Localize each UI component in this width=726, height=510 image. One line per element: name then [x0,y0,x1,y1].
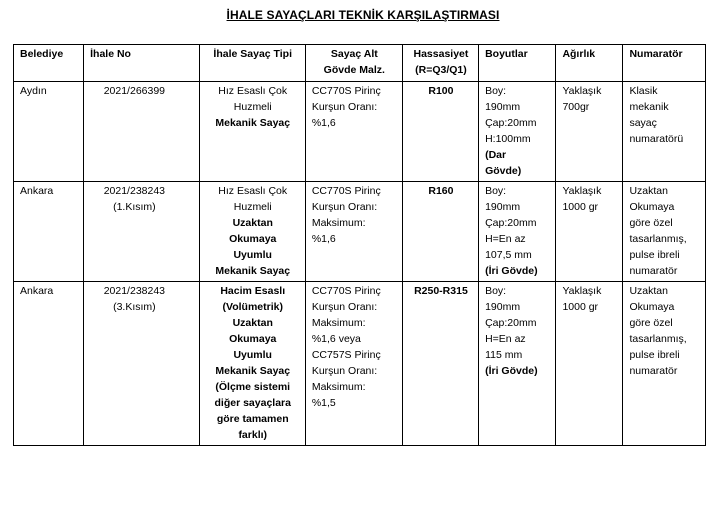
alt-govde-line: %1,6 [311,117,336,129]
boyutlar-line: Çap:20mm [485,217,537,229]
header-alt-govde-line: Sayaç Alt [330,48,378,60]
sayac-tipi-line: Huzmeli [233,101,272,113]
alt-govde-line: Maksimum: [311,381,366,393]
numarator-line: Uzaktan [629,285,668,297]
ihale-no-line: 2021/238243 [103,185,166,197]
alt-govde-line: CC770S Pirinç [311,85,381,97]
cell-ihale-no [84,82,200,182]
boyutlar-line: 190mm [485,301,521,313]
cell-hassasiyet: R250-R315 [402,282,478,446]
sayac-tipi-line: Hız Esaslı Çok [218,185,288,197]
alt-govde-line: %1,5 [311,397,336,409]
table-row [14,182,706,282]
header-belediye: Belediye [14,45,84,82]
sayac-tipi-line: (Ölçme sistemi [215,381,291,393]
numarator-line: numaratör [629,265,678,277]
cell-sayac-tipi [199,282,305,446]
boyutlar-line: 115 mm [485,349,523,361]
boyutlar-line: Çap:20mm [485,317,537,329]
cell-ihale-no [84,282,200,446]
ihale-no-line: (1.Kısım) [113,201,156,213]
cell-agirlik [556,82,623,182]
numarator-line: göre özel [629,217,673,229]
sayac-tipi-line: Uzaktan [232,217,273,229]
numarator-line: Uzaktan [629,185,668,197]
sayac-tipi-line: göre tamamen [216,413,289,425]
agirlik-line: 700gr [562,101,590,113]
cell-hassasiyet: R100 [402,82,478,182]
boyutlar-line: Boy: [485,185,507,197]
sayac-tipi-line: farklı) [238,429,268,441]
alt-govde-line: CC757S Pirinç [311,349,381,361]
sayac-tipi-line: Okumaya [229,233,277,245]
boyutlar-line: Boy: [485,85,507,97]
numarator-line: sayaç [629,117,657,129]
comparison-table [13,44,706,446]
sayac-tipi-line: Uzaktan [232,317,273,329]
boyutlar-line: H=En az [485,333,526,345]
agirlik-line: Yaklaşık [562,285,602,297]
cell-hassasiyet: R160 [402,182,478,282]
agirlik-line: Yaklaşık [562,185,602,197]
alt-govde-line: CC770S Pirinç [311,185,381,197]
cell-ihale-no [84,182,200,282]
alt-govde-line: Maksimum: [311,217,366,229]
cell-sayac-tipi [199,182,305,282]
cell-agirlik [556,182,623,282]
cell-numarator [623,282,706,446]
header-sayac-tipi: İhale Sayaç Tipi [199,45,305,82]
agirlik-line: 1000 gr [562,301,599,313]
alt-govde-line: Kurşun Oranı: [311,301,378,313]
boyutlar-line: 190mm [485,201,521,213]
alt-govde-line: Kurşun Oranı: [311,365,378,377]
header-boyutlar: Boyutlar [479,45,556,82]
header-hassasiyet-line: Hassasiyet [413,48,469,60]
cell-boyutlar [479,182,556,282]
numarator-line: Okumaya [629,301,675,313]
sayac-tipi-line: Okumaya [229,333,277,345]
cell-alt-govde [305,282,402,446]
boyutlar-line: H=En az [485,233,526,245]
header-alt-govde [305,45,402,82]
sayac-tipi-line: Uyumlu [233,249,272,261]
numarator-line: Okumaya [629,201,675,213]
document-title: İHALE SAYAÇLARI TEKNİK KARŞILAŞTIRMASI [226,8,500,22]
cell-numarator [623,82,706,182]
cell-belediye: Ankara [14,182,84,282]
sayac-tipi-line: Mekanik Sayaç [215,265,291,277]
table-row [14,282,706,446]
header-ihale-no: İhale No [84,45,200,82]
header-hassasiyet-line: (R=Q3/Q1) [415,64,467,76]
boyutlar-line: (İri Gövde) [485,265,538,277]
header-hassasiyet [402,45,478,82]
cell-belediye: Ankara [14,282,84,446]
alt-govde-line: Kurşun Oranı: [311,201,378,213]
sayac-tipi-line: Uyumlu [233,349,272,361]
cell-numarator [623,182,706,282]
ihale-no-line: 2021/238243 [103,285,166,297]
ihale-no-line: (3.Kısım) [113,301,156,313]
boyutlar-line: (Dar [485,149,507,161]
sayac-tipi-line: Mekanik Sayaç [215,365,291,377]
sayac-tipi-line: (Volümetrik) [222,301,283,313]
numarator-line: pulse ibreli [629,349,680,361]
boyutlar-line: (İri Gövde) [485,365,538,377]
header-agirlik: Ağırlık [556,45,623,82]
numarator-line: Klasik [629,85,658,97]
numarator-line: numaratör [629,365,678,377]
alt-govde-line: CC770S Pirinç [311,285,381,297]
numarator-line: göre özel [629,317,673,329]
boyutlar-line: 107,5 mm [485,249,532,261]
cell-alt-govde [305,182,402,282]
cell-belediye: Aydın [14,82,84,182]
alt-govde-line: Kurşun Oranı: [311,101,378,113]
numarator-line: pulse ibreli [629,249,680,261]
table-row [14,82,706,182]
sayac-tipi-line: Huzmeli [233,201,272,213]
alt-govde-line: %1,6 [311,233,336,245]
agirlik-line: 1000 gr [562,201,599,213]
boyutlar-line: Boy: [485,285,507,297]
ihale-no-line: 2021/266399 [103,85,166,97]
cell-boyutlar [479,282,556,446]
sayac-tipi-line: Mekanik Sayaç [215,117,291,129]
boyutlar-line: H:100mm [485,133,531,145]
cell-agirlik [556,282,623,446]
numarator-line: mekanik [629,101,669,113]
numarator-line: tasarlanmış, [629,233,687,245]
boyutlar-line: Çap:20mm [485,117,537,129]
numarator-line: tasarlanmış, [629,333,687,345]
boyutlar-line: Gövde) [485,165,522,177]
boyutlar-line: 190mm [485,101,521,113]
header-row [14,45,706,82]
sayac-tipi-line: Hacim Esaslı [220,285,286,297]
alt-govde-line: %1,6 veya [311,333,361,345]
agirlik-line: Yaklaşık [562,85,602,97]
header-alt-govde-line: Gövde Malz. [323,64,385,76]
header-numarator: Numaratör [623,45,706,82]
cell-alt-govde [305,82,402,182]
sayac-tipi-line: diğer sayaçlara [214,397,291,409]
alt-govde-line: Maksimum: [311,317,366,329]
sayac-tipi-line: Hız Esaslı Çok [218,85,288,97]
cell-boyutlar [479,82,556,182]
cell-sayac-tipi [199,82,305,182]
numarator-line: numaratörü [629,133,684,145]
